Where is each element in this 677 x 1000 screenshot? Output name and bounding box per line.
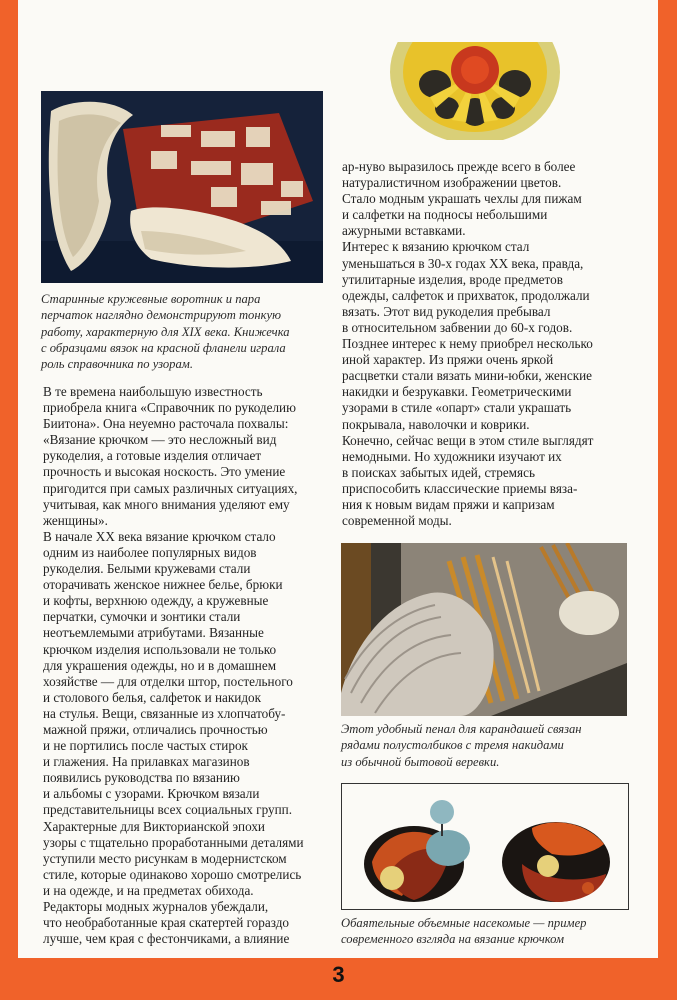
pencil-case-caption: [341, 721, 641, 770]
text-line: и салфетки на подносы небольшими: [342, 207, 548, 223]
text-line: немодными. Но художники изучают их: [342, 448, 562, 464]
text-line: и альбомы с узорами. Крючком вязали: [43, 786, 260, 802]
caption-line: Этот удобный пенал для карандашей связан: [341, 722, 582, 736]
page-number: 3: [332, 962, 345, 987]
text-line: что необработанные края скатертей гораздо: [43, 915, 289, 931]
pencil-case-photo: [341, 543, 627, 716]
caption-line: Старинные кружевные воротник и пара: [41, 292, 261, 306]
text-line: вязать. Этот вид рукоделия пребывал: [342, 303, 551, 319]
insects-illustration: [342, 784, 628, 909]
text-line: мажной пряжи, отличались прочностью: [43, 721, 268, 737]
text-line: накидки и безрукавки. Геометрическими: [342, 384, 572, 400]
lace-illustration: [41, 91, 323, 283]
text-line: и глажения. На прилавках магазинов: [43, 754, 250, 770]
text-line: одним из наиболее популярных видов: [43, 544, 257, 560]
caption-line: перчаток наглядно демонстрируют тонкую: [41, 308, 281, 323]
text-line: и столового белья, салфеток и накидок: [43, 689, 262, 705]
text-line: узорами в стиле «опарт» стали украшать: [342, 400, 572, 416]
text-line: для украшения одежды, но и в домашнем: [43, 657, 277, 673]
text-line: Редакторы модных журналов убеждали,: [43, 899, 269, 914]
text-line: ажурными вставками.: [342, 223, 466, 239]
text-line: ния к новым видам пряжи и капризам: [342, 496, 555, 512]
text-line: расцветки стали вязать мини-юбки, женские: [342, 368, 593, 384]
text-line: Биитона». Она неуемно расточала похвалы:: [43, 416, 289, 432]
text-line: В те времена наибольшую известность: [43, 384, 263, 399]
text-line: хозяйстве — для отделки штор, постельного: [43, 673, 293, 689]
text-line: в поисках забытых идей, стремясь: [342, 464, 535, 480]
text-line: приобрела книга «Справочник по рукоделию: [43, 400, 296, 416]
lace-collar-gloves-photo: [41, 91, 323, 283]
lace-photo-caption: [41, 291, 331, 372]
caption-line: современного взгляда на вязание крючком: [341, 932, 565, 947]
text-line: лучше, чем края с фестончиками, а влияние: [43, 931, 290, 947]
caption-line: с образцами вязок на красной фланели играла: [41, 340, 286, 355]
text-line: иной характер. Из пряжи очень яркой: [342, 352, 554, 368]
text-line: стиле, которые одинаково хорошо смотрелись: [43, 866, 302, 882]
crochet-flower-photo: [390, 42, 560, 140]
insects-caption: [341, 915, 641, 948]
text-line: и не портились после частых стирок: [43, 738, 248, 754]
crochet-insects-photo: [341, 783, 629, 910]
text-line: Позднее интерес к нему приобрел несколько: [342, 336, 593, 352]
text-line: современной моды.: [342, 513, 452, 529]
text-line: Характерные для Викторианской эпохи: [43, 818, 265, 834]
caption-line: из обычной бытовой веревки.: [341, 754, 500, 769]
text-line: рукоделия, а готовые изделия отличает: [43, 448, 262, 464]
caption-line: Обаятельные объемные насекомые — пример: [341, 916, 587, 930]
text-line: представительницы всех социальных групп.: [43, 802, 292, 818]
text-line: учитывая, как много внимания уделяют ему: [43, 496, 290, 512]
text-line: в относительном забвении до 60-х годов.: [342, 319, 573, 335]
text-line: В начале XX века вязание крючком стало: [43, 528, 276, 544]
caption-line: роль справочника по узорам.: [41, 357, 193, 372]
text-line: уменьшаться в 30-х годах XX века, правда,: [342, 255, 584, 271]
right-column-text: [342, 159, 638, 529]
text-line: неотъемлемыми атрибутами. Вязанные: [43, 625, 264, 641]
text-line: пригодится при самых различных ситуациях,: [43, 480, 298, 496]
text-line: узоры с тщательно проработанными деталями: [43, 834, 304, 850]
pencil-case-illustration: [341, 543, 627, 716]
text-line: оторачивать женское нижнее белье, брюки: [43, 577, 283, 593]
text-line: ар-нуво выразилось прежде всего в более: [342, 159, 576, 174]
text-line: женщины».: [43, 512, 108, 528]
text-line: Конечно, сейчас вещи в этом стиле выглядят: [342, 432, 594, 448]
caption-line: работу, характерную для XIX века. Книжечка: [41, 324, 290, 339]
text-line: покрывала, наволочки и коврики.: [342, 416, 530, 432]
text-line: и на одежде, и на предметах обихода.: [43, 882, 254, 898]
text-line: прочность и высокая носкость. Это умение: [43, 464, 286, 480]
text-line: утилитарные изделия, вроде предметов: [342, 271, 563, 287]
left-column-text: [43, 384, 333, 947]
text-line: «Вязание крючком — это несложный вид: [43, 432, 277, 448]
text-line: крючком изделия использовали не только: [43, 641, 277, 657]
text-line: одежды, салфеток и прихваток, продолжали: [342, 287, 590, 303]
text-line: Стало модным украшать чехлы для пижам: [342, 191, 582, 207]
text-line: Интерес к вязанию крючком стал: [342, 239, 530, 255]
crochet-flower-illustration: [390, 42, 560, 140]
text-line: рукоделия. Белыми кружевами стали: [43, 561, 251, 577]
text-line: натуралистичном изображении цветов.: [342, 175, 562, 191]
text-line: приспособить классические приемы вяза-: [342, 480, 578, 496]
text-line: на стулья. Вещи, связанные из хлопчатобу-: [43, 705, 286, 721]
text-line: перчатки, сумочки и зонтики стали: [43, 609, 241, 625]
text-line: появились руководства по вязанию: [43, 770, 240, 786]
caption-line: рядами полустолбиков с тремя накидами: [341, 738, 564, 753]
text-line: и кофты, верхнюю одежду, а кружевные: [43, 593, 269, 609]
text-line: уступили место рисункам в модернистском: [43, 850, 287, 866]
